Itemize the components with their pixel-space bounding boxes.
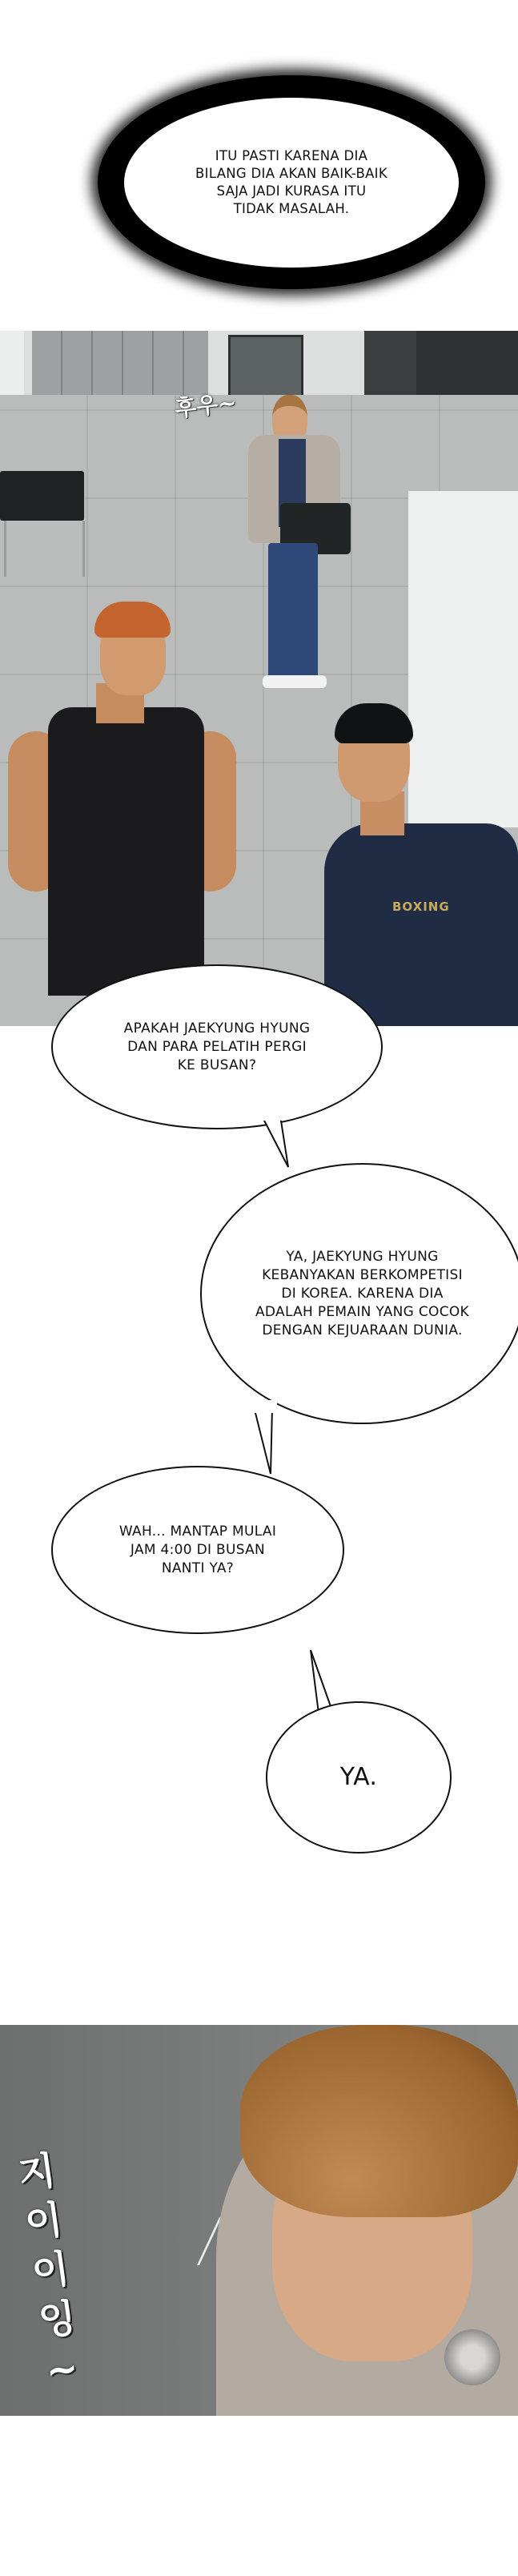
lockers	[32, 331, 208, 395]
bench-legs	[4, 521, 85, 577]
bubble-tail-1	[256, 1109, 304, 1173]
speech-text-2: YA, JAEKYUNG HYUNG KEBANYAKAN BERKOMPETISI DI KOREA. KARENA DIA ADALAH PEMAIN YANG COCOK DENGAN KEJUARAAN DUNIA.	[255, 1248, 469, 1338]
shirt-print: BOXING	[392, 900, 450, 914]
shoes	[263, 675, 327, 688]
speech-bubble-4	[266, 1701, 452, 1854]
door	[228, 335, 303, 400]
closeup-panel	[0, 2025, 518, 2416]
thought-bubble	[102, 80, 480, 284]
zip-sfx: 지이이잉~	[15, 2147, 82, 2395]
dark-doorway	[364, 331, 420, 403]
gym-panel	[0, 331, 518, 1026]
brown-hair	[240, 2025, 518, 2217]
watermark-logo	[444, 2329, 500, 2385]
bubble-tail-2	[240, 1400, 288, 1480]
speech-text-3: WAH... MANTAP MULAI JAM 4:00 DI BUSAN NANTI YA?	[118, 1523, 277, 1576]
thought-text: ITU PASTI KARENA DIA BILANG DIA AKAN BAIK-BAIK SAJA JADI KURASA ITU TIDAK MASALAH.	[195, 147, 387, 216]
bench	[0, 471, 84, 521]
jeans	[268, 543, 318, 679]
boy-navy-shirt	[304, 707, 518, 1026]
orange-hair	[94, 602, 171, 638]
thought-bubble-inner	[124, 98, 459, 268]
speech-bubble-2	[200, 1163, 518, 1424]
speech-text-1: APAKAH JAEKYUNG HYUNG DAN PARA PELATIH PERGI KE BUSAN?	[123, 1020, 311, 1073]
muscular-man	[0, 611, 272, 1026]
speech-bubble-3	[51, 1466, 344, 1634]
sigh-sfx: 후우~	[173, 389, 239, 422]
black-hair	[335, 703, 413, 743]
black-tank-top	[48, 707, 204, 996]
speech-text-4: YA.	[339, 1763, 378, 1791]
speech-bubble-1	[51, 964, 383, 1129]
navy-shirt	[324, 823, 518, 1026]
